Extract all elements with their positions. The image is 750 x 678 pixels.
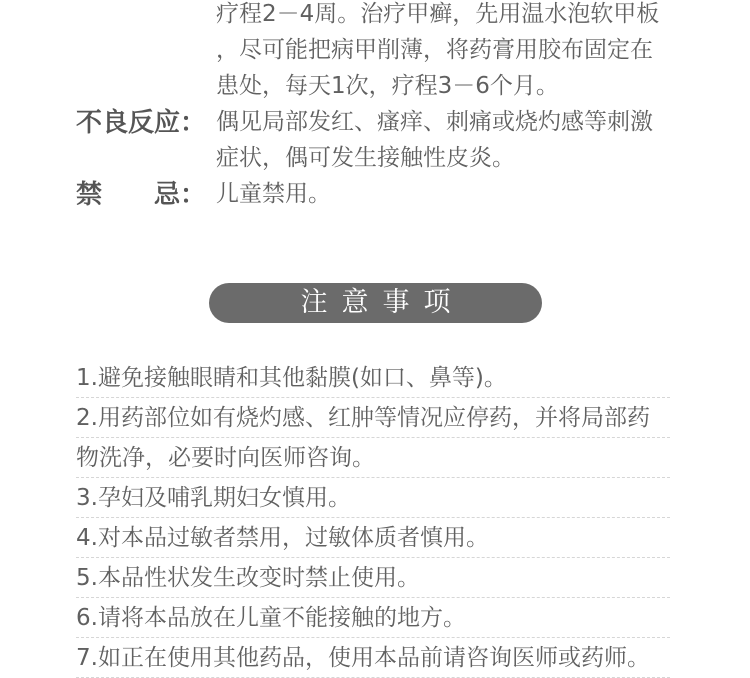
usage-line: 患处，每天1次，疗程3－6个月。 <box>216 73 559 99</box>
adverse-line: 症状，偶可发生接触性皮炎。 <box>216 145 515 171</box>
precaution-line: 4.对本品过敏者禁用，过敏体质者慎用。 <box>76 518 670 558</box>
precaution-line: 7.如正在使用其他药品，使用本品前请咨询医师或药师。 <box>76 638 670 678</box>
precaution-line: 1.避免接触眼睛和其他黏膜(如口、鼻等)。 <box>76 358 670 398</box>
precautions-list <box>76 358 670 678</box>
precaution-line: 6.请将本品放在儿童不能接触的地方。 <box>76 598 670 638</box>
precaution-line: 3.孕妇及哺乳期妇女慎用。 <box>76 478 670 518</box>
usage-line: ，尽可能把病甲削薄，将药膏用胶布固定在 <box>216 37 653 63</box>
contraindications-text: 儿童禁用。 <box>216 181 331 207</box>
adverse-reactions-label: 不良反应： <box>76 108 207 138</box>
precaution-line: 2.用药部位如有烧灼感、红肿等情况应停药，并将局部药 <box>76 398 670 438</box>
contraindications-label: 禁 忌： <box>76 180 207 210</box>
usage-line: 疗程2－4周。治疗甲癣，先用温水泡软甲板 <box>216 1 660 27</box>
precautions-title: 注意事项 <box>209 283 542 323</box>
precaution-line: 物洗净，必要时向医师咨询。 <box>76 438 670 478</box>
adverse-line: 偶见局部发红、瘙痒、刺痛或烧灼感等刺激 <box>216 109 653 135</box>
precaution-line: 5.本品性状发生改变时禁止使用。 <box>76 558 670 598</box>
